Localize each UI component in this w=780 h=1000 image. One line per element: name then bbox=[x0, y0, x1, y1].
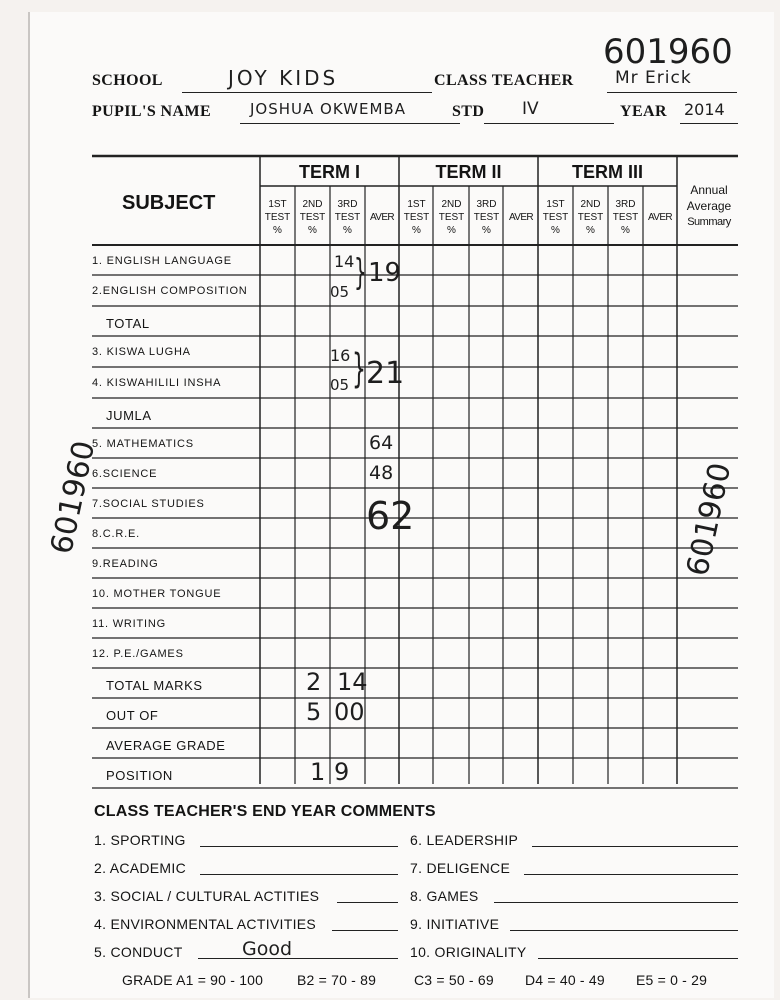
comment-label-right: 6. LEADERSHIP bbox=[410, 832, 519, 848]
comment-field-left[interactable] bbox=[200, 860, 398, 875]
subject-row-label: POSITION bbox=[106, 768, 173, 783]
total-marks-2nd-test[interactable]: 2 bbox=[306, 668, 322, 696]
annual-label: Annual bbox=[690, 183, 728, 197]
english-average[interactable]: 19 bbox=[368, 258, 402, 288]
handwritten-number-right: 601960 bbox=[680, 459, 739, 580]
total-marks-3rd-test[interactable]: 14 bbox=[337, 668, 368, 696]
mathematics-average[interactable]: 64 bbox=[369, 432, 394, 454]
pupil-name-label: PUPIL'S NAME bbox=[92, 103, 212, 120]
school-label: SCHOOL bbox=[92, 72, 163, 89]
comment-label-right: 9. INITIATIVE bbox=[410, 916, 500, 932]
comment-label-left: 2. ACADEMIC bbox=[94, 860, 186, 876]
col-header-line: TEST bbox=[264, 212, 291, 223]
subject-row-label: 4. KISWAHILILI INSHA bbox=[92, 377, 222, 389]
col-header-line: % bbox=[308, 225, 317, 236]
grade-c3: C3 = 50 - 69 bbox=[414, 972, 494, 988]
col-header-line: 1ST bbox=[407, 199, 426, 210]
subject-row-label: 5. MATHEMATICS bbox=[92, 438, 194, 450]
handwritten-number-top: 601960 bbox=[603, 32, 733, 72]
term-3-header: TERM III bbox=[572, 162, 643, 182]
grade-b2: B2 = 70 - 89 bbox=[297, 972, 377, 988]
comment-field-right[interactable] bbox=[494, 888, 738, 903]
subject-row-label: 1. ENGLISH LANGUAGE bbox=[92, 255, 232, 267]
subject-row-label: OUT OF bbox=[106, 708, 159, 723]
comment-field-left[interactable] bbox=[332, 916, 398, 931]
term-2-3rd-test-header bbox=[469, 198, 504, 237]
col-header-line: % bbox=[482, 225, 491, 236]
position-3rd-test[interactable]: 9 bbox=[334, 758, 350, 786]
term-3-3rd-test-header bbox=[608, 198, 643, 237]
annual-average-summary-header bbox=[680, 182, 738, 230]
col-header-line: TEST bbox=[577, 212, 604, 223]
comment-field-right[interactable] bbox=[510, 916, 738, 931]
pupil-name-value: JOSHUA OKWEMBA bbox=[250, 100, 406, 118]
subject-row-label: 11. WRITING bbox=[92, 618, 166, 630]
col-header-line: % bbox=[343, 225, 352, 236]
comment-label-left: 4. ENVIRONMENTAL ACTIVITIES bbox=[94, 916, 317, 932]
term-3-2nd-test-header bbox=[573, 198, 608, 237]
col-header-line: 2ND bbox=[441, 199, 462, 210]
term-1-header: TERM I bbox=[299, 162, 360, 182]
term-1-3rd-test-header bbox=[330, 198, 365, 237]
col-header-line: 1ST bbox=[268, 199, 287, 210]
col-header-line: TEST bbox=[542, 212, 569, 223]
col-header-line: TEST bbox=[438, 212, 465, 223]
comment-label-left: 3. SOCIAL / CULTURAL ACTITIES bbox=[94, 888, 320, 904]
comment-label-right: 7. DELIGENCE bbox=[410, 860, 511, 876]
handwritten-number-left: 601960 bbox=[44, 437, 103, 558]
col-header-line: TEST bbox=[334, 212, 361, 223]
average-label: Average bbox=[686, 199, 732, 213]
class-teacher-label: CLASS TEACHER bbox=[434, 72, 574, 89]
subject-row-label: 12. P.E./GAMES bbox=[92, 648, 184, 660]
out-of-3rd-test[interactable]: 00 bbox=[334, 698, 365, 726]
comment-field-right[interactable] bbox=[532, 832, 738, 847]
col-header-line: 2ND bbox=[580, 199, 601, 210]
term-1-aver-header: AVER bbox=[369, 212, 395, 223]
std-label: STD bbox=[452, 103, 485, 120]
subject-row-label: TOTAL bbox=[106, 316, 150, 331]
comments-title: CLASS TEACHER'S END YEAR COMMENTS bbox=[94, 803, 436, 820]
class-teacher-value: Mr Erick bbox=[615, 68, 692, 88]
subject-row-label: TOTAL MARKS bbox=[106, 678, 203, 693]
col-header-line: TEST bbox=[299, 212, 326, 223]
subject-row-label: AVERAGE GRADE bbox=[106, 738, 226, 753]
grade-a1: GRADE A1 = 90 - 100 bbox=[122, 972, 264, 988]
comment-label-left: 1. SPORTING bbox=[94, 832, 186, 848]
term-2-2nd-test-header bbox=[434, 198, 469, 237]
school-value: JOY KIDS bbox=[228, 66, 339, 90]
year-label: YEAR bbox=[620, 103, 667, 120]
term-2-aver-header: AVER bbox=[508, 212, 534, 223]
col-header-line: 3RD bbox=[615, 199, 636, 210]
subject-row-label: 10. MOTHER TONGUE bbox=[92, 588, 222, 600]
comment-field-right[interactable] bbox=[524, 860, 738, 875]
subject-row-label: 7.SOCIAL STUDIES bbox=[92, 498, 205, 510]
col-header-line: % bbox=[273, 225, 282, 236]
col-header-line: 1ST bbox=[546, 199, 565, 210]
col-header-line: TEST bbox=[473, 212, 500, 223]
col-header-line: % bbox=[621, 225, 630, 236]
science-average[interactable]: 48 bbox=[369, 462, 394, 484]
comment-field-left[interactable] bbox=[198, 944, 398, 959]
col-header-line: % bbox=[551, 225, 560, 236]
english-language-3rd-test[interactable]: 14 bbox=[334, 252, 355, 271]
comment-label-right: 10. ORIGINALITY bbox=[410, 944, 527, 960]
col-header-line: 2ND bbox=[302, 199, 323, 210]
comment-field-left[interactable] bbox=[337, 888, 398, 903]
comment-label-right: 8. GAMES bbox=[410, 888, 479, 904]
col-header-line: 3RD bbox=[337, 199, 358, 210]
term-1-1st-test-header bbox=[260, 198, 295, 237]
term-2-1st-test-header bbox=[399, 198, 434, 237]
english-composition-3rd-test[interactable]: 05 bbox=[330, 283, 350, 301]
subject-row-label: JUMLA bbox=[106, 408, 152, 423]
col-header-line: 3RD bbox=[476, 199, 497, 210]
subject-row-label: 8.C.R.E. bbox=[92, 528, 140, 540]
term-3-aver-header: AVER bbox=[647, 212, 673, 223]
subject-row-label: 6.SCIENCE bbox=[92, 468, 158, 480]
out-of-2nd-test[interactable]: 5 bbox=[306, 698, 322, 726]
term-3-1st-test-header bbox=[538, 198, 573, 237]
year-value: 2014 bbox=[684, 100, 725, 119]
col-header-line: % bbox=[447, 225, 456, 236]
subject-header: SUBJECT bbox=[122, 192, 216, 214]
comment-field-right[interactable] bbox=[538, 944, 738, 959]
social-studies-cre-average[interactable]: 62 bbox=[366, 494, 415, 538]
kiswa-average[interactable]: 21 bbox=[366, 356, 405, 391]
kiswa-lugha-3rd-test[interactable]: 16 bbox=[330, 346, 351, 365]
subject-row-label: 2.ENGLISH COMPOSITION bbox=[92, 285, 248, 297]
grade-d4: D4 = 40 - 49 bbox=[525, 972, 605, 988]
col-header-line: TEST bbox=[403, 212, 430, 223]
term-1-2nd-test-header bbox=[295, 198, 330, 237]
col-header-line: TEST bbox=[612, 212, 639, 223]
comment-label-left: 5. CONDUCT bbox=[94, 944, 183, 960]
kiswahili-insha-3rd-test[interactable]: 05 bbox=[330, 376, 350, 394]
comment-field-left[interactable] bbox=[200, 832, 398, 847]
summary-label: Summary bbox=[687, 216, 731, 228]
col-header-line: % bbox=[586, 225, 595, 236]
english-bracket: } bbox=[354, 252, 367, 293]
std-value: IV bbox=[522, 99, 539, 119]
subject-row-label: 3. KISWA LUGHA bbox=[92, 346, 191, 358]
col-header-line: % bbox=[412, 225, 421, 236]
position-2nd-test[interactable]: 1 bbox=[310, 758, 326, 786]
term-2-header: TERM II bbox=[435, 162, 502, 182]
kiswa-bracket: } bbox=[352, 346, 366, 392]
conduct-value[interactable]: Good bbox=[242, 938, 293, 960]
subject-row-label: 9.READING bbox=[92, 558, 159, 570]
grade-e5: E5 = 0 - 29 bbox=[636, 972, 708, 988]
